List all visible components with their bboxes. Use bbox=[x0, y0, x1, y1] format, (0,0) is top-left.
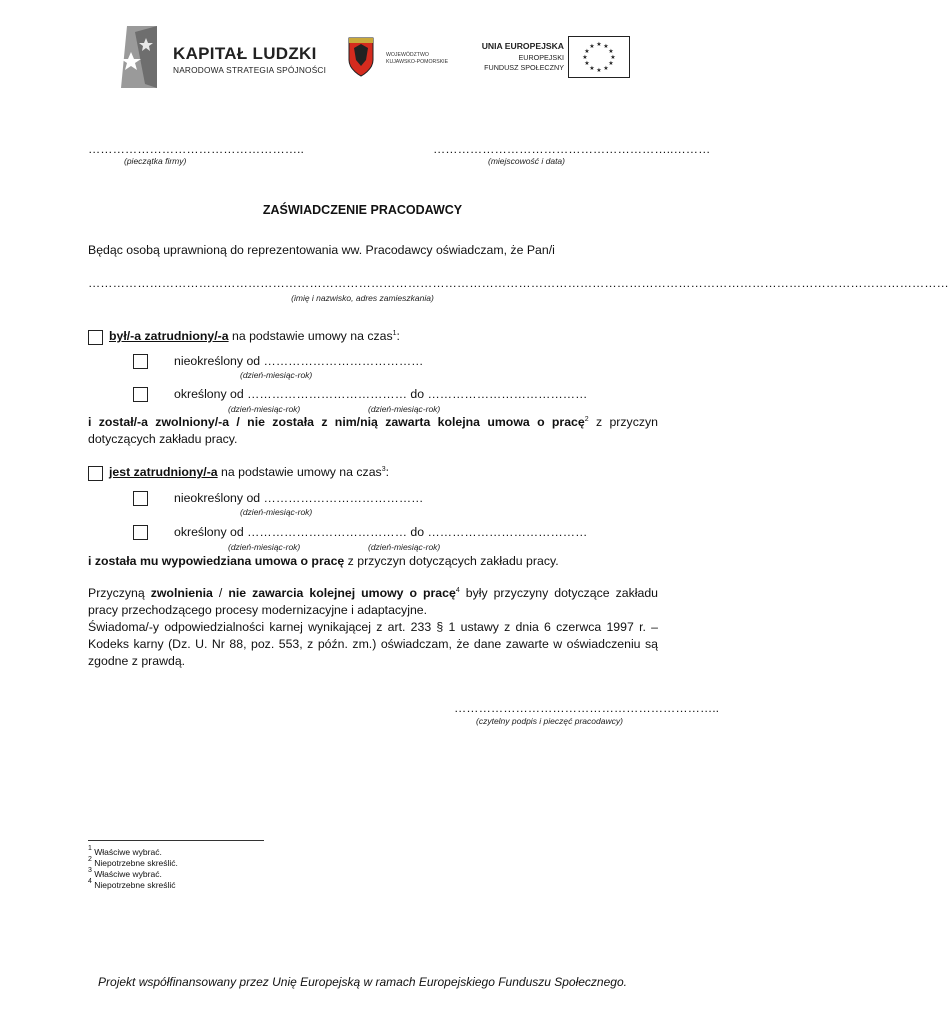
svg-text:★: ★ bbox=[589, 65, 595, 72]
svg-text:★: ★ bbox=[608, 48, 614, 55]
section1-colon: : bbox=[396, 329, 400, 343]
section1-closing-rest: z przyczyn dotyczących zakładu pracy. bbox=[88, 415, 658, 446]
section2-heading bbox=[109, 464, 389, 481]
is-employed-checkbox[interactable] bbox=[88, 466, 103, 481]
reason-no-contract: nie zawarcia kolejnej umowy o pracę bbox=[228, 586, 456, 600]
section1-footnote-ref: 1 bbox=[392, 330, 397, 337]
region-logo bbox=[346, 36, 466, 78]
reason-paragraph bbox=[88, 585, 658, 619]
page-title: ZAŚWIADCZENIE PRACODAWCY bbox=[262, 203, 463, 217]
footnote-num: 3 bbox=[88, 867, 92, 874]
kl-title: KAPITAŁ LUDZKI bbox=[173, 44, 317, 63]
s1-fixed-from-hint: (dzień-miesiąc-rok) bbox=[228, 404, 301, 414]
s1-indefinite-label[interactable]: nieokreślony od ………………………………… bbox=[174, 354, 424, 368]
section2-closing-rest: z przyczyn dotyczących zakładu pracy. bbox=[344, 554, 559, 568]
page-footer: Projekt współfinansowany przez Unię Europejską w ramach Europejskiego Funduszu Społecznego. bbox=[98, 975, 627, 989]
section1-closing bbox=[88, 414, 658, 448]
kapital-ludzki-logo bbox=[121, 26, 327, 88]
company-stamp-field[interactable]: …………………………………………….. bbox=[88, 142, 304, 156]
person-field[interactable]: ………………………………………………………………………………………………………………………………………………………………………………………… bbox=[88, 276, 949, 290]
footnote-num: 4 bbox=[88, 878, 92, 885]
was-employed-checkbox[interactable] bbox=[88, 330, 103, 345]
s1-indefinite-date-hint: (dzień-miesiąc-rok) bbox=[240, 370, 313, 380]
eu-line1: UNIA EUROPEJSKA bbox=[481, 41, 564, 51]
section2-heading-bold: jest zatrudniony/-a bbox=[109, 465, 218, 479]
footnote-item bbox=[88, 858, 178, 869]
section2-footnote-ref: 3 bbox=[381, 466, 386, 473]
footnotes-list bbox=[88, 847, 178, 891]
footnote-item bbox=[88, 847, 178, 858]
s2-fixed-from-hint: (dzień-miesiąc-rok) bbox=[228, 542, 301, 552]
svg-text:★: ★ bbox=[603, 65, 609, 72]
footnote-separator bbox=[88, 840, 264, 841]
svg-text:★: ★ bbox=[589, 43, 595, 50]
s2-fixed-to-hint: (dzień-miesiąc-rok) bbox=[368, 542, 441, 552]
footnote-text: Właściwe wybrać. bbox=[91, 869, 162, 879]
s1-indefinite-checkbox[interactable] bbox=[133, 354, 148, 369]
footnote-num: 1 bbox=[88, 845, 92, 852]
section1-heading-bold: był/-a zatrudniony/-a bbox=[109, 329, 229, 343]
s2-fixed-term-label[interactable]: określony od ………………………………… do ………………………………… bbox=[174, 525, 588, 539]
s1-fixed-term-label[interactable]: określony od ………………………………… do ………………………………… bbox=[174, 387, 588, 401]
kl-subtitle: NARODOWA STRATEGIA SPÓJNOŚCI bbox=[173, 65, 327, 75]
section1-heading bbox=[109, 328, 400, 345]
signature-label: (czytelny podpis i pieczęć pracodawcy) bbox=[476, 716, 623, 726]
footnote-text: Niepotrzebne skreślić. bbox=[91, 858, 178, 868]
s2-fixed-term-checkbox[interactable] bbox=[133, 525, 148, 540]
svg-text:★: ★ bbox=[610, 54, 616, 61]
signature-field[interactable]: ……………………………………………………….. bbox=[454, 701, 720, 715]
svg-text:★: ★ bbox=[596, 67, 602, 74]
place-date-label: (miejscowość i data) bbox=[488, 156, 565, 166]
svg-text:★: ★ bbox=[582, 54, 588, 61]
section2-closing-bold: i została mu wypowiedziana umowa o pracę bbox=[88, 554, 345, 568]
svg-text:★: ★ bbox=[608, 60, 614, 67]
eu-line2: EUROPEJSKI bbox=[518, 53, 564, 62]
region-line1: WOJEWÓDZTWO bbox=[386, 52, 429, 58]
eu-line3: FUNDUSZ SPOŁECZNY bbox=[484, 63, 564, 72]
eu-flag-icon bbox=[568, 36, 630, 78]
svg-text:★: ★ bbox=[584, 60, 590, 67]
region-line2: KUJAWSKO-POMORSKIE bbox=[386, 59, 449, 65]
eu-logo bbox=[474, 36, 630, 80]
s2-indefinite-date-hint: (dzień-miesiąc-rok) bbox=[240, 507, 313, 517]
s2-indefinite-label[interactable]: nieokreślony od ………………………………… bbox=[174, 491, 424, 505]
reason-mid: / bbox=[212, 586, 229, 600]
region-coat-of-arms-icon bbox=[346, 36, 376, 78]
reason-post: były przyczyny dotyczące zakładu pracy przechodzącego procesy modernizacyjne i adaptacyjne. bbox=[88, 586, 658, 617]
section2-colon: : bbox=[385, 465, 390, 479]
place-date-field[interactable]: …………………………………………………..……… bbox=[433, 142, 711, 156]
reason-footnote-ref: 4 bbox=[455, 587, 460, 594]
footnote-item bbox=[88, 869, 178, 880]
svg-text:★: ★ bbox=[603, 43, 609, 50]
svg-text:★: ★ bbox=[584, 48, 590, 55]
section2-heading-rest: na podstawie umowy na czas bbox=[217, 465, 382, 479]
kapital-ludzki-emblem-icon bbox=[121, 26, 161, 88]
footnote-text: Niepotrzebne skreślić bbox=[91, 880, 176, 890]
section1-closing-footnote-ref: 2 bbox=[584, 416, 589, 423]
s1-fixed-term-checkbox[interactable] bbox=[133, 387, 148, 402]
footnote-text: Właściwe wybrać. bbox=[91, 847, 162, 857]
section2-closing bbox=[88, 553, 559, 570]
s1-fixed-to-hint: (dzień-miesiąc-rok) bbox=[368, 404, 441, 414]
svg-text:★: ★ bbox=[596, 41, 602, 48]
declaration-paragraph: Świadoma/-y odpowiedzialności karnej wynikającej z art. 233 § 1 ustawy z dnia 6 czerwca 1997 r. – Kodeks karny (Dz. U. Nr 88, poz. 553, z późn. zm.) oświadczam, że dane zawarte w oświadczeniu są zgodne z prawdą. bbox=[88, 620, 658, 668]
intro-text: Będąc osobą uprawnioną do reprezentowania ww. Pracodawcy oświadczam, że Pan/i bbox=[88, 243, 555, 257]
person-label: (imię i nazwisko, adres zamieszkania) bbox=[291, 293, 434, 303]
footnote-item bbox=[88, 880, 178, 891]
company-stamp-label: (pieczątka firmy) bbox=[124, 156, 187, 166]
reason-dismissal: zwolnienia bbox=[150, 586, 213, 600]
s2-indefinite-checkbox[interactable] bbox=[133, 491, 148, 506]
footnote-num: 2 bbox=[88, 856, 92, 863]
section1-heading-rest: na podstawie umowy na czas bbox=[228, 329, 393, 343]
reason-pre: Przyczyną bbox=[88, 586, 151, 600]
section1-closing-bold: i został/-a zwolniony/-a / nie została z nim/nią zawarta kolejna umowa o pracę bbox=[88, 415, 585, 429]
